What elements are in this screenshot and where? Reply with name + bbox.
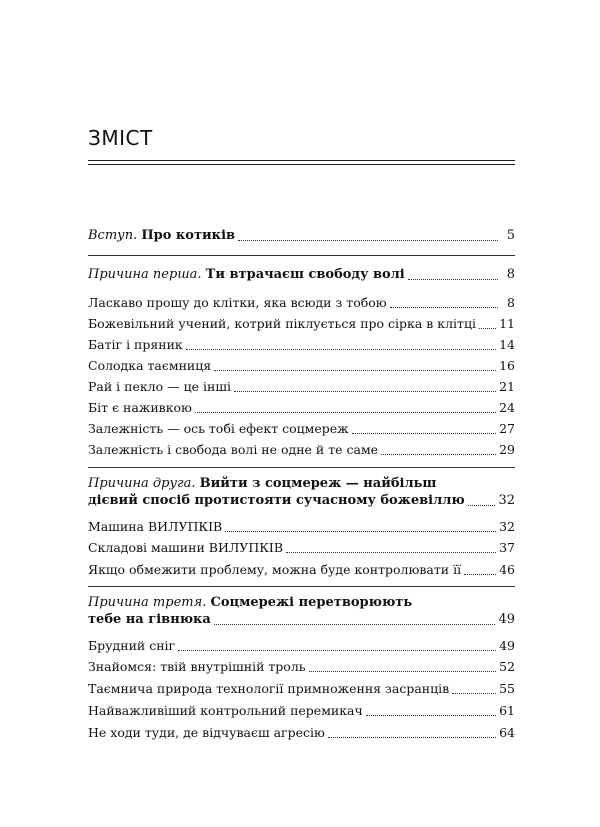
section-divider	[88, 586, 515, 587]
page-number: 52	[499, 659, 515, 674]
section-divider	[88, 467, 515, 468]
toc-item[interactable]	[88, 295, 515, 311]
rule-top	[88, 160, 515, 161]
dot-leader	[381, 444, 496, 455]
toc-item-title: Якщо обмежити проблему, можна буде контролювати її	[88, 562, 462, 577]
page-number: 61	[499, 703, 515, 718]
page-number: 46	[499, 562, 515, 577]
toc-item-title: Брудний сніг	[88, 638, 176, 653]
chapter-2-label: Причина друга.	[88, 476, 196, 491]
intro-name: Про котиків	[141, 228, 236, 243]
toc-item-title: Залежність і свобода волі не одне й те саме	[88, 442, 379, 457]
page-number: 49	[498, 612, 515, 627]
toc-chapter-3[interactable]	[88, 612, 515, 628]
page-number: 16	[499, 358, 515, 373]
chapter-2-name-line-1: Вийти з соцмереж — найбільш	[199, 476, 437, 491]
intro-label: Вступ.	[88, 228, 138, 243]
toc-item[interactable]	[88, 421, 515, 437]
page-number: 32	[498, 493, 515, 508]
page-number: 55	[499, 681, 515, 696]
toc-item-title: Біт є наживкою	[88, 400, 192, 415]
dot-leader	[238, 230, 498, 241]
toc-item[interactable]	[88, 379, 515, 395]
chapter-3-label: Причина третя.	[88, 595, 207, 610]
toc-item-title: Таємнича природа технології примноження засранців	[88, 681, 450, 696]
toc-item[interactable]	[88, 519, 515, 535]
dot-leader	[468, 495, 496, 506]
rule-bottom	[88, 164, 515, 165]
toc-item-title: Машина ВИЛУПКІВ	[88, 519, 223, 534]
dot-leader	[186, 339, 496, 350]
chapter-3-name-line-1: Соцмережі перетворюють	[210, 595, 413, 610]
section-divider	[88, 255, 515, 256]
toc-item-title: Божевільний учений, котрий піклується про сірка в клітці	[88, 316, 477, 331]
title-double-rule	[88, 160, 515, 168]
toc-chapter-3-line-1[interactable]	[88, 595, 412, 611]
toc-item[interactable]	[88, 725, 515, 741]
page-number: 21	[499, 379, 515, 394]
toc-chapter-2[interactable]	[88, 493, 515, 509]
toc-item[interactable]	[88, 400, 515, 416]
toc-item-title: Залежність — ось тобі ефект соцмереж	[88, 421, 349, 436]
toc-item-title: Ласкаво прошу до клітки, яка всюди з тобою	[88, 295, 387, 310]
toc-item[interactable]	[88, 638, 515, 654]
page-title: ЗМІСТ	[88, 126, 153, 150]
page-number: 14	[499, 337, 515, 352]
page-number: 8	[507, 295, 515, 310]
page-number: 11	[499, 316, 515, 331]
page-number: 29	[499, 442, 515, 457]
toc-item[interactable]	[88, 316, 515, 332]
dot-leader	[479, 318, 496, 329]
toc-chapter-1[interactable]	[88, 267, 515, 283]
page-number: 49	[499, 638, 515, 653]
dot-leader	[309, 661, 497, 672]
dot-leader	[366, 705, 496, 716]
dot-leader	[390, 297, 498, 308]
toc-item[interactable]	[88, 337, 515, 353]
page-number: 32	[499, 519, 515, 534]
dot-leader	[225, 521, 496, 532]
toc-item[interactable]	[88, 540, 515, 556]
toc-item[interactable]	[88, 681, 515, 697]
page-number: 64	[499, 725, 515, 740]
chapter-2-name-line-2: дієвий спосіб протистояти сучасному божевіллю	[88, 493, 465, 508]
dot-leader	[178, 640, 496, 651]
toc-intro[interactable]	[88, 228, 515, 244]
dot-leader	[214, 360, 496, 371]
dot-leader	[452, 683, 496, 694]
page-number: 8	[506, 267, 515, 282]
toc-item[interactable]	[88, 659, 515, 675]
dot-leader	[328, 727, 496, 738]
page-number: 5	[506, 228, 515, 243]
toc-item-title: Найважливіший контрольний перемикач	[88, 703, 363, 718]
toc-item[interactable]	[88, 358, 515, 374]
dot-leader	[234, 381, 496, 392]
dot-leader	[286, 542, 496, 553]
toc-item-title: Не ходи туди, де відчуваєш агресію	[88, 725, 325, 740]
dot-leader	[195, 402, 496, 413]
toc-item-title: Солодка таємниця	[88, 358, 212, 373]
toc-item[interactable]	[88, 562, 515, 578]
page-number: 27	[499, 421, 515, 436]
toc-item[interactable]	[88, 442, 515, 458]
chapter-1-name: Ти втрачаєш свободу волі	[205, 267, 405, 282]
page-number: 24	[499, 400, 515, 415]
toc-chapter-2-line-1[interactable]	[88, 476, 436, 492]
dot-leader	[352, 423, 496, 434]
dot-leader	[464, 564, 496, 575]
page-number: 37	[499, 540, 515, 555]
dot-leader	[214, 614, 496, 625]
chapter-1-label: Причина перша.	[88, 267, 202, 282]
toc-item-title: Рай і пекло — це інші	[88, 379, 231, 394]
toc-item-title: Знайомся: твій внутрішній троль	[88, 659, 306, 674]
toc-item-title: Батіг і пряник	[88, 337, 183, 352]
chapter-3-name-line-2: тебе на гівнюка	[88, 612, 211, 627]
toc-item-title: Складові машини ВИЛУПКІВ	[88, 540, 284, 555]
dot-leader	[408, 269, 498, 280]
toc-item[interactable]	[88, 703, 515, 719]
